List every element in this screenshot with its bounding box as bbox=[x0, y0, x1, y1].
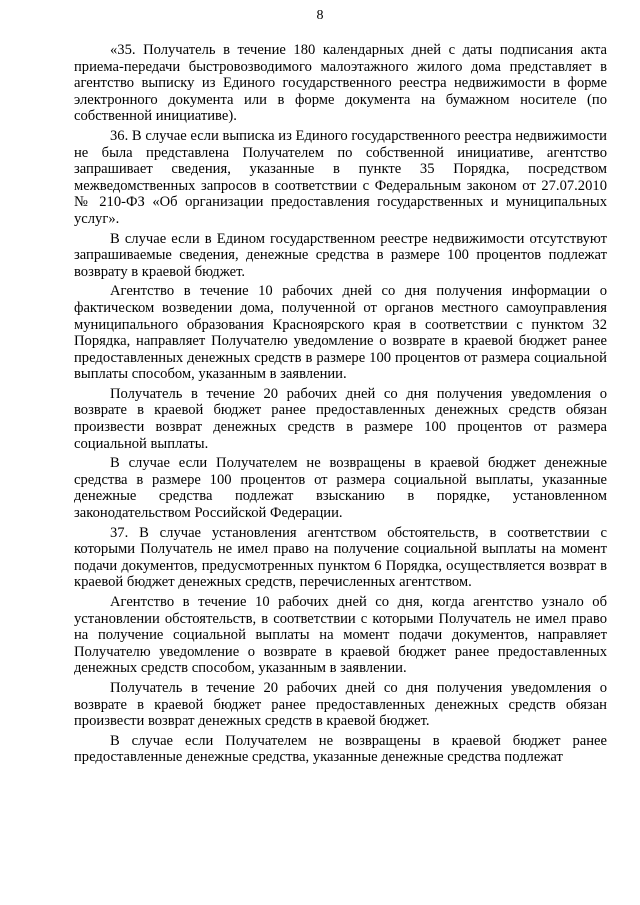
paragraph-recovery-by-law: В случае если Получателем не возвращены в краевой бюджет денежные средства в размере 100 процентов от размера социальной выплаты, указанные денежные средства подлежат взысканию в порядке, установленном законодательством Российской Федерации. bbox=[74, 455, 607, 522]
paragraph-registry-missing: В случае если в Едином государственном реестре недвижимости отсутствуют запрашиваемые сведения, денежные средства в размере 100 процентов подлежат возврату в краевой бюджет. bbox=[74, 230, 607, 280]
document-body bbox=[74, 42, 607, 769]
paragraph-agency-notice-10-days: Агентство в течение 10 рабочих дней со дня получения информации о фактическом возведении дома, полученной от органов местного самоуправления муниципального образования Красноярского края в соответствии с пунктом 32 Порядка, направляет Получателю уведомление о возврате в краевой бюджет ранее предоставленных денежных средств в размере 100 процентов от размера социальной выплаты способом, указанным в заявлении. bbox=[74, 283, 607, 383]
page-number: 8 bbox=[316, 8, 324, 23]
paragraph-clause-37: 37. В случае установления агентством обстоятельств, в соответствии с которыми Получатель не имел право на получение социальной выплаты на момент подачи документов, предусмотренных пунктом 6 Порядка, осуществляется возврат в краевой бюджет денежных средств, перечисленных агентством. bbox=[74, 524, 607, 591]
paragraph-recipient-return-20-days: Получатель в течение 20 рабочих дней со дня получения уведомления о возврате в краевой бюджет ранее предоставленных денежных средств обязан произвести возврат денежных средств в размере 100 процентов от размера социальной выплаты. bbox=[74, 385, 607, 452]
paragraph-recipient-return-budget: Получатель в течение 20 рабочих дней со дня получения уведомления о возврате в краевой бюджет ранее предоставленных денежных средств обязан произвести возврат денежных средств в краевой бюджет. bbox=[74, 679, 607, 730]
paragraph-clause-36: 36. В случае если выписка из Единого государственного реестра недвижимости не была представлена Получателем по собственной инициативе, агентство запрашивает сведения, указанные в пункте 35 Порядка, посредством межведомственных запросов в соответствии с Федеральным законом от 27.07.2010 № 210-ФЗ «Об организации предоставления государственных и муниципальных услуг». bbox=[74, 127, 607, 227]
paragraph-agency-notice-circumstances: Агентство в течение 10 рабочих дней со дня, когда агентство узнало об установлении обстоятельств, в соответствии с которыми Получатель не имел право на получение социальной выплаты на момент подачи документов, направляет Получателю уведомление о возврате в краевой бюджет ранее предоставленных денежных средств способом, указанным в заявлении. bbox=[74, 594, 607, 677]
paragraph-not-returned: В случае если Получателем не возвращены в краевой бюджет ранее предоставленные денежные средства, указанные денежные средства подлежат bbox=[74, 732, 607, 766]
paragraph-clause-35: «35. Получатель в течение 180 календарных дней с даты подписания акта приема-передачи быстровозводимого малоэтажного жилого дома представляет в агентство выписку из Единого государственного реестра недвижимости в форме электронного документа или в форме документа на бумажном носителе (по собственной инициативе). bbox=[74, 42, 607, 125]
